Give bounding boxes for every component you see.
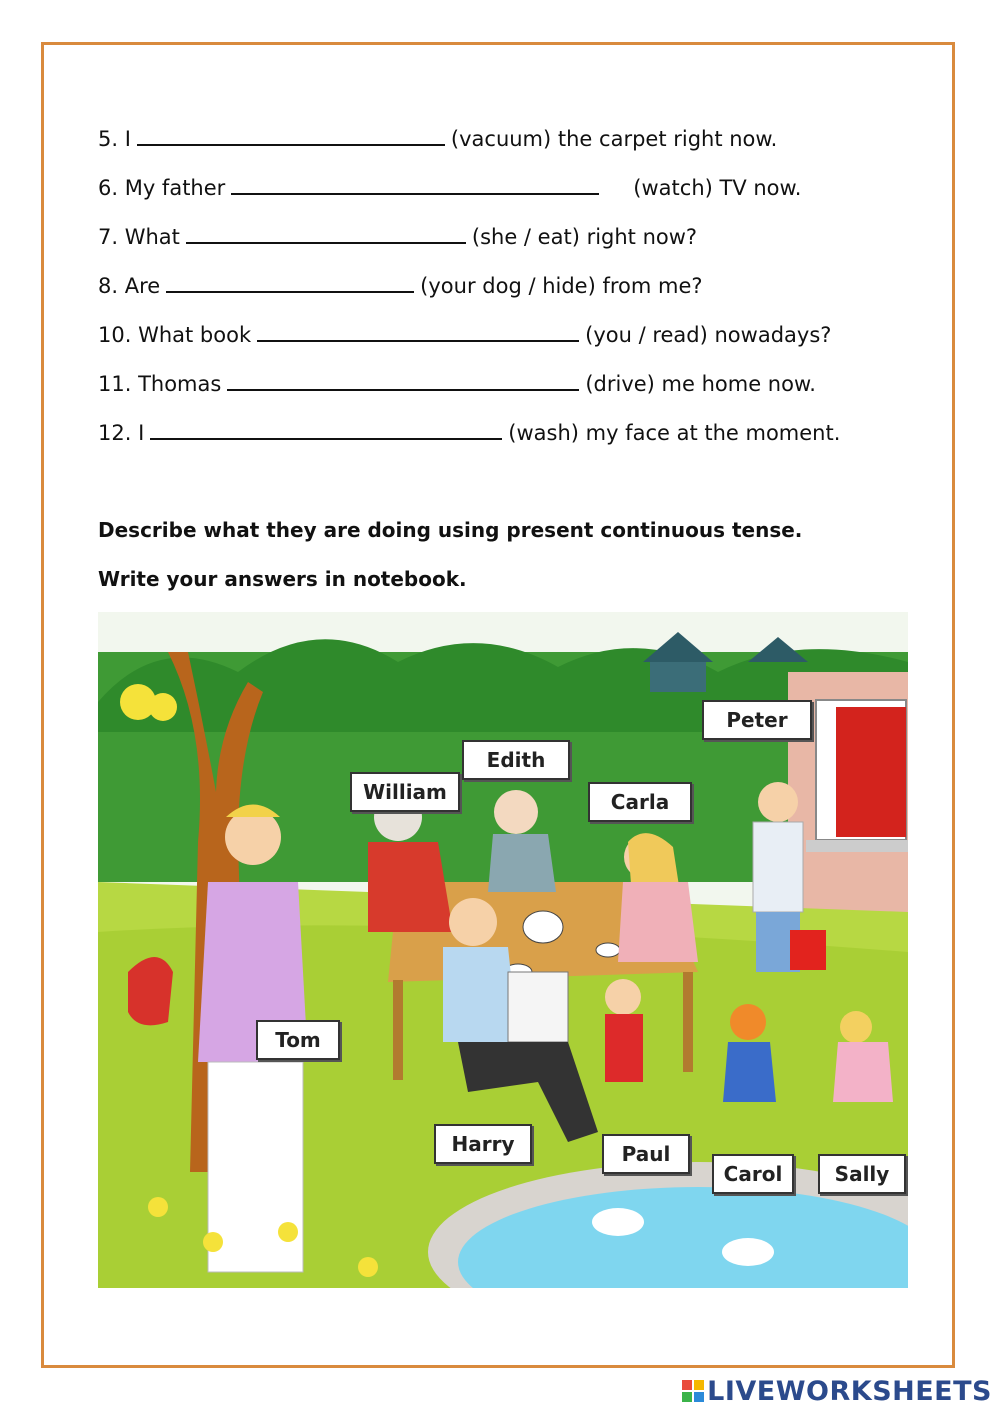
- label-tom: Tom: [256, 1020, 340, 1060]
- brand-text: LIVEWORKSHEETS: [707, 1376, 992, 1407]
- garden-illustration: [98, 612, 908, 1288]
- instruction-notebook: Write your answers in notebook.: [98, 567, 467, 591]
- answer-blank[interactable]: [150, 418, 502, 440]
- label-william: William: [350, 772, 460, 812]
- answer-blank[interactable]: [137, 124, 445, 146]
- sentence-11: 11. Thomas (drive) me home now.: [98, 369, 816, 398]
- label-sally: Sally: [818, 1154, 906, 1194]
- answer-blank[interactable]: [231, 173, 599, 195]
- sentence-5: 5. I (vacuum) the carpet right now.: [98, 124, 777, 153]
- answer-blank[interactable]: [166, 271, 414, 293]
- label-edith: Edith: [462, 740, 570, 780]
- label-harry: Harry: [434, 1124, 532, 1164]
- answer-blank[interactable]: [186, 222, 466, 244]
- sentence-6: 6. My father (watch) TV now.: [98, 173, 801, 202]
- label-peter: Peter: [702, 700, 812, 740]
- label-carol: Carol: [712, 1154, 794, 1194]
- sentence-8: 8. Are (your dog / hide) from me?: [98, 271, 703, 300]
- answer-blank[interactable]: [257, 320, 579, 342]
- label-carla: Carla: [588, 782, 692, 822]
- sentence-12: 12. I (wash) my face at the moment.: [98, 418, 840, 447]
- sentence-7: 7. What (she / eat) right now?: [98, 222, 697, 251]
- sentence-10: 10. What book (you / read) nowadays?: [98, 320, 831, 349]
- instruction-describe: Describe what they are doing using present continuous tense.: [98, 518, 803, 542]
- brand-logo[interactable]: [682, 1376, 992, 1407]
- liveworksheets-icon: [682, 1380, 704, 1402]
- answer-blank[interactable]: [227, 369, 579, 391]
- label-paul: Paul: [602, 1134, 690, 1174]
